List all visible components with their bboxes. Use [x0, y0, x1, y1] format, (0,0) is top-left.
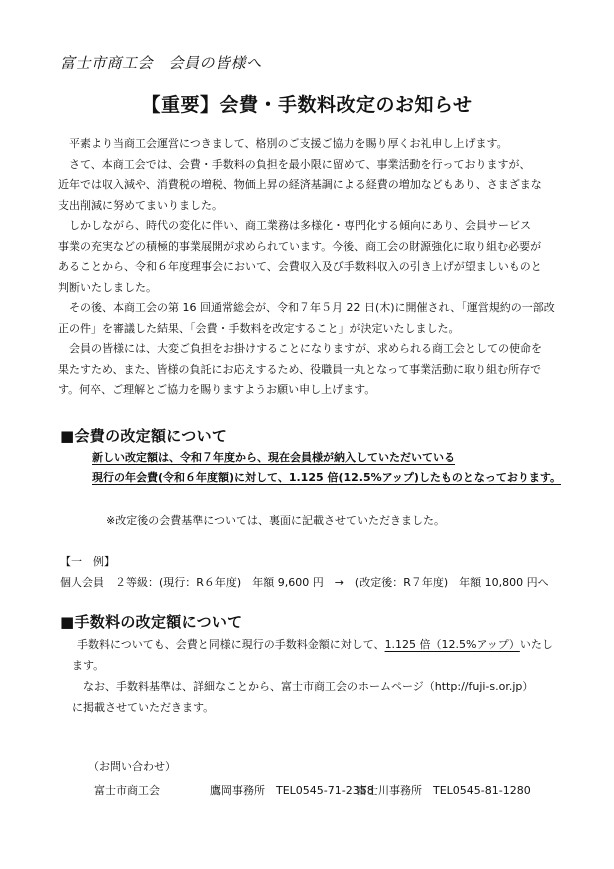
contact-org: 富士市商工会: [94, 784, 160, 797]
section-heading-fees: ■会費の改定額について: [60, 427, 228, 445]
intro-line: す。何卒、ご理解とご協力を賜りますようお願い申し上げます。: [58, 383, 376, 396]
commission-text-end: いたし: [519, 638, 553, 651]
intro-line: 会員の皆様には、大変ご負担をお掛けすることになりますが、求められる商工会としての使命を: [58, 342, 542, 355]
intro-paragraphs: [58, 134, 558, 401]
commission-line-1: [66, 636, 553, 652]
fee-revision-line-2: 現行の年会費(令和６年度額)に対して、1.125 倍(12.5%アップ)したものとなっております。: [92, 471, 562, 484]
intro-line: 判断いたしました。: [58, 280, 157, 294]
intro-line: 果たすため、また、皆様の負託にお応えするため、役職員一丸となって事業活動に取り組む所存で: [58, 362, 542, 376]
intro-line: あることから、令和６年度理事会において、会費収入及び手数料収入の引き上げが望ましいものと: [58, 260, 542, 273]
example-line: 個人会員 ２等級：(現行：R６年度) 年額 9,600 円 → (改定後：R７年度) 年額 10,800 円へ: [60, 576, 549, 589]
intro-line: その後、本商工会の第 16 回通常総会が、令和７年５月 22 日(木)に開催され、「運営規約の一部改: [58, 301, 555, 314]
greeting-line: 富士市商工会 会員の皆様へ: [60, 54, 262, 72]
commission-line-2: ます。: [72, 659, 105, 672]
intro-line: 正の件」を審議した結果、「会費・手数料を改定すること」が決定いたしました。: [58, 321, 460, 335]
fee-revision-line-1: 新しい改定額は、令和７年度から、現在会員様が納入していただいている: [92, 451, 455, 464]
intro-line: 支出削減に努めてまいりました。: [58, 198, 223, 212]
intro-line: 平素より当商工会運営につきまして、格別のご支援ご協力を賜り厚くお礼申し上げます。: [58, 137, 508, 150]
intro-line: しかしながら、時代の変化に伴い、商工業務は多様化・専門化する傾向にあり、会員サービス: [58, 219, 531, 232]
fee-note: ※改定後の会費基準については、裏面に記載させていただきました。: [106, 514, 445, 527]
contact-office-takaoka: 鷹岡事務所 TEL0545-71-2358: [210, 784, 374, 797]
document-title: 【重要】会費・手数料改定のお知らせ: [141, 94, 473, 116]
commission-line-3: なお、手数料基準は、詳細なことから、富士市商工会のホームページ（http://fuji-s.or.jp）: [72, 680, 534, 693]
commission-line-4: に掲載させていただきます。: [72, 701, 215, 714]
contact-label: （お問い合わせ）: [88, 760, 176, 773]
intro-line: 近年では収入減や、消費税の増税、物価上昇の経済基調による経費の増加などもあり、さまざまな: [58, 178, 542, 191]
intro-line: 事業の充実などの積極的事業展開が求められています。今後、商工会の財源強化に取り組む必要が: [58, 239, 542, 253]
section-heading-commissions: ■手数料の改定額について: [60, 613, 243, 631]
contact-office-fujikawa: 富士川事務所 TEL0545-81-1280: [356, 784, 531, 797]
commission-text: 手数料についても、会費と同様に現行の手数料金額に対して、: [66, 638, 385, 651]
example-label: 【一 例】: [60, 555, 115, 568]
intro-line: さて、本商工会では、会費・手数料の負担を最小限に留めて、事業活動を行っておりますが、: [58, 157, 531, 171]
commission-multiplier: 1.125 倍（12.5%アップ）: [384, 638, 520, 651]
